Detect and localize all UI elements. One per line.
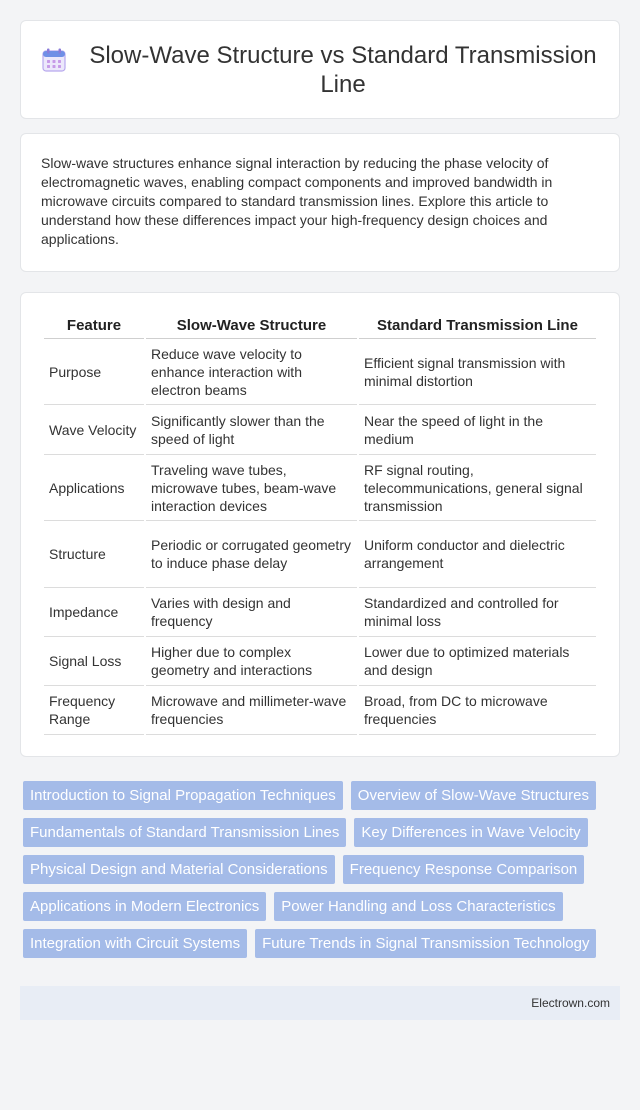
related-link[interactable]: Fundamentals of Standard Transmission Lines [23, 818, 346, 847]
related-link[interactable]: Introduction to Signal Propagation Techniques [23, 781, 343, 810]
table-cell-slow-wave: Varies with design and frequency [146, 588, 357, 637]
table-cell-feature: Signal Loss [44, 637, 144, 686]
related-link[interactable]: Integration with Circuit Systems [23, 929, 247, 958]
related-link[interactable]: Frequency Response Comparison [343, 855, 585, 884]
related-link[interactable]: Power Handling and Loss Characteristics [274, 892, 562, 921]
table-header-row [44, 313, 596, 339]
table-header-cell: Feature [44, 313, 144, 339]
table-cell-feature: Structure [44, 521, 144, 588]
table-row [44, 455, 596, 521]
footer [20, 986, 620, 1020]
comparison-table-card [20, 292, 620, 757]
table-row [44, 686, 596, 735]
related-link[interactable]: Physical Design and Material Considerations [23, 855, 335, 884]
table-row [44, 521, 596, 588]
table-row [44, 405, 596, 455]
intro-card [20, 133, 620, 272]
table-cell-standard: Near the speed of light in the medium [359, 405, 596, 455]
table-cell-feature: Wave Velocity [44, 405, 144, 455]
title-card [20, 20, 620, 119]
page-title: Slow-Wave Structure vs Standard Transmission Line [89, 41, 597, 98]
related-links [0, 757, 640, 958]
footer-site[interactable]: Electrown.com [531, 996, 610, 1010]
table-cell-standard: Uniform conductor and dielectric arrangement [359, 521, 596, 588]
table-cell-feature: Applications [44, 455, 144, 521]
related-link[interactable]: Future Trends in Signal Transmission Technology [255, 929, 596, 958]
table-cell-slow-wave: Significantly slower than the speed of light [146, 405, 357, 455]
table-row [44, 588, 596, 637]
intro-text: Slow-wave structures enhance signal interaction by reducing the phase velocity of electromagnetic waves, enabling compact components and improved bandwidth in microwave circuits compared to standard transmission lines. Explore this article to understand how these differences impact your high-frequency design choices and applications. [41, 155, 553, 247]
related-link[interactable]: Overview of Slow-Wave Structures [351, 781, 596, 810]
table-cell-standard: Broad, from DC to microwave frequencies [359, 686, 596, 735]
related-link[interactable]: Key Differences in Wave Velocity [354, 818, 587, 847]
table-cell-slow-wave: Periodic or corrugated geometry to induce phase delay [146, 521, 357, 588]
table-cell-standard: Standardized and controlled for minimal loss [359, 588, 596, 637]
table-cell-slow-wave: Microwave and millimeter-wave frequencies [146, 686, 357, 735]
table-cell-standard: RF signal routing, telecommunications, general signal transmission [359, 455, 596, 521]
table-header-cell: Slow-Wave Structure [146, 313, 357, 339]
calendar-icon [41, 47, 67, 73]
comparison-table [42, 313, 598, 735]
table-cell-slow-wave: Traveling wave tubes, microwave tubes, beam-wave interaction devices [146, 455, 357, 521]
table-cell-standard: Efficient signal transmission with minimal distortion [359, 339, 596, 405]
table-cell-feature: Frequency Range [44, 686, 144, 735]
title-row [41, 41, 599, 99]
table-cell-feature: Impedance [44, 588, 144, 637]
table-cell-feature: Purpose [44, 339, 144, 405]
table-row [44, 339, 596, 405]
table-cell-standard: Lower due to optimized materials and design [359, 637, 596, 686]
table-row [44, 637, 596, 686]
table-cell-slow-wave: Higher due to complex geometry and interactions [146, 637, 357, 686]
table-header-cell: Standard Transmission Line [359, 313, 596, 339]
table-cell-slow-wave: Reduce wave velocity to enhance interaction with electron beams [146, 339, 357, 405]
related-link[interactable]: Applications in Modern Electronics [23, 892, 266, 921]
